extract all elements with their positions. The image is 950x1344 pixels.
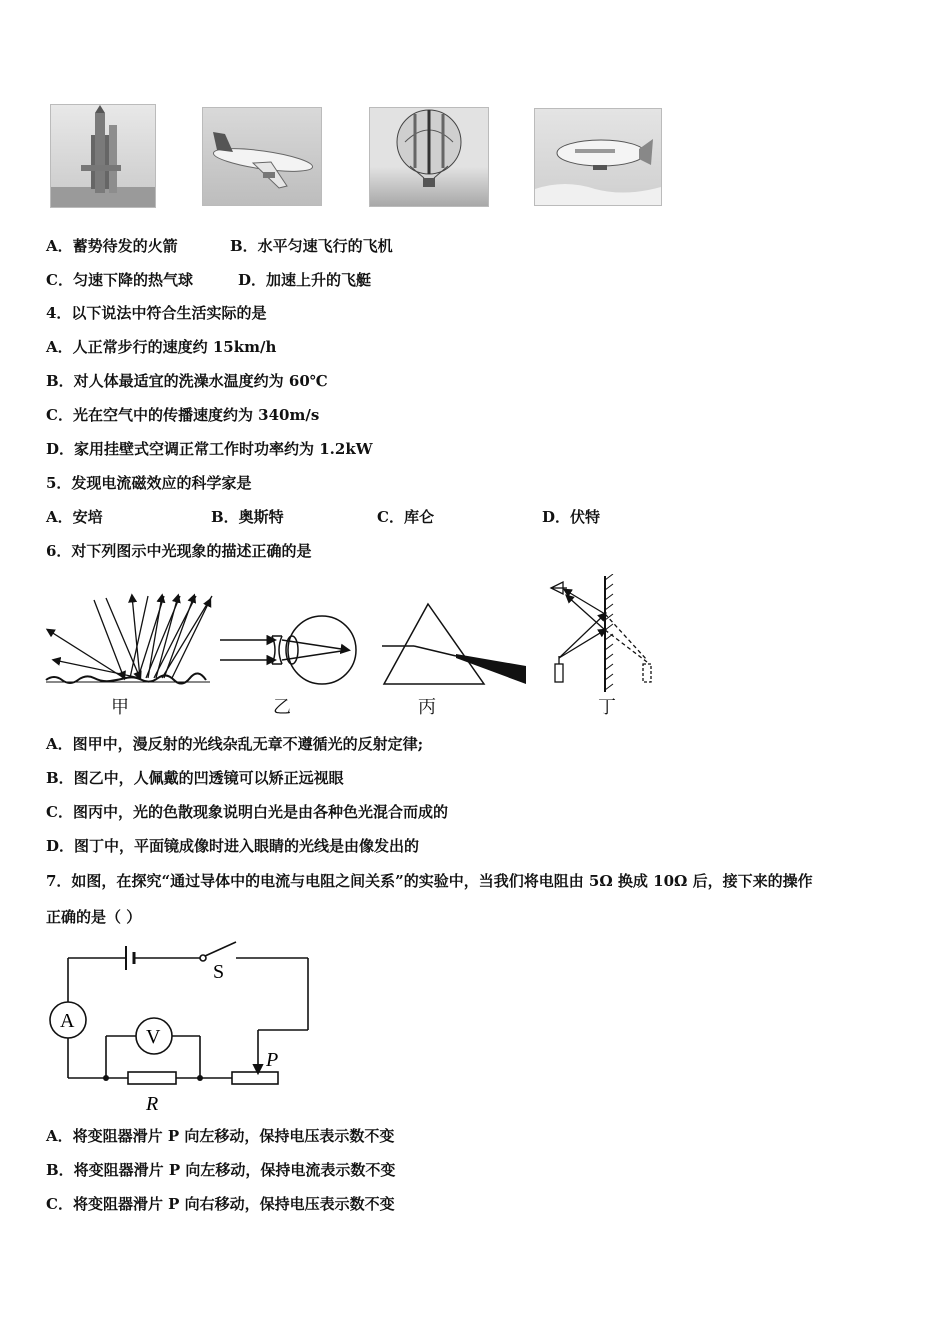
plane-mirror-diagram [545,574,665,694]
q7-option-b: B．将变阻器滑片 P 向左移动，保持电流表示数不变 [46,1161,396,1179]
eye-lens-diagram [218,610,358,690]
q7-stem-line1: 7．如图，在探究“通过导体中的电流与电阻之间关系”的实验中，当我们将电阻由 5Ω 换成 10Ω 后，接下来的操作 [46,872,813,890]
q3-option-a: A．蓄势待发的火箭 [46,237,178,255]
q4-option-a: A．人正常步行的速度约 15km/h [46,338,277,356]
q4-option-c: C．光在空气中的传播速度约为 340m/s [46,406,320,424]
q3-option-d: D．加速上升的飞艇 [238,271,372,289]
diffuse-reflection-diagram [44,590,214,690]
ammeter-label: A [60,1010,75,1032]
q3-option-c: C．匀速下降的热气球 [46,271,193,289]
q5-option-d: D．伏特 [542,508,601,526]
hot-air-balloon-photo [369,107,489,207]
airship-photo [534,108,662,206]
q6-option-d: D．图丁中，平面镜成像时进入眼睛的光线是由像发出的 [46,837,420,855]
q7-option-c: C．将变阻器滑片 P 向右移动，保持电压表示数不变 [46,1195,395,1213]
q5-stem: 5．发现电流磁效应的科学家是 [46,474,252,492]
figure-caption-bing: 丙 [418,697,436,718]
q3-option-b: B．水平匀速飞行的飞机 [230,237,393,255]
q6-option-a: A．图甲中，漫反射的光线杂乱无章不遵循光的反射定律; [46,735,424,753]
prism-dispersion-diagram [380,600,530,690]
q6-stem: 6．对下列图示中光现象的描述正确的是 [46,542,312,560]
q4-stem: 4．以下说法中符合生活实际的是 [46,304,267,322]
switch-label: S [213,961,225,983]
figure-caption-ding: 丁 [598,697,616,718]
slider-label: P [266,1049,279,1071]
airplane-illustration [203,108,321,205]
resistor-label: R [146,1093,159,1115]
voltmeter-label: V [146,1026,161,1048]
balloon-illustration [370,108,488,206]
figure-caption-jia: 甲 [111,697,129,718]
q4-option-b: B．对人体最适宜的洗澡水温度约为 60℃ [46,372,328,390]
q7-stem-line2: 正确的是（ ） [46,908,142,926]
airplane-photo [202,107,322,206]
rocket-photo [50,104,156,208]
q4-option-d: D．家用挂壁式空调正常工作时功率约为 1.2kW [46,440,373,458]
circuit-diagram [40,938,320,1118]
q6-option-c: C．图丙中，光的色散现象说明白光是由各种色光混合而成的 [46,803,448,821]
q5-option-c: C．库仑 [377,508,434,526]
q5-option-a: A．安培 [46,508,103,526]
q7-option-a: A．将变阻器滑片 P 向左移动，保持电压表示数不变 [46,1127,395,1145]
q5-option-b: B．奥斯特 [211,508,284,526]
q6-option-b: B．图乙中，人佩戴的凹透镜可以矫正远视眼 [46,769,344,787]
figure-caption-yi: 乙 [273,697,291,718]
airship-illustration [535,109,661,205]
rocket-illustration [51,105,155,207]
